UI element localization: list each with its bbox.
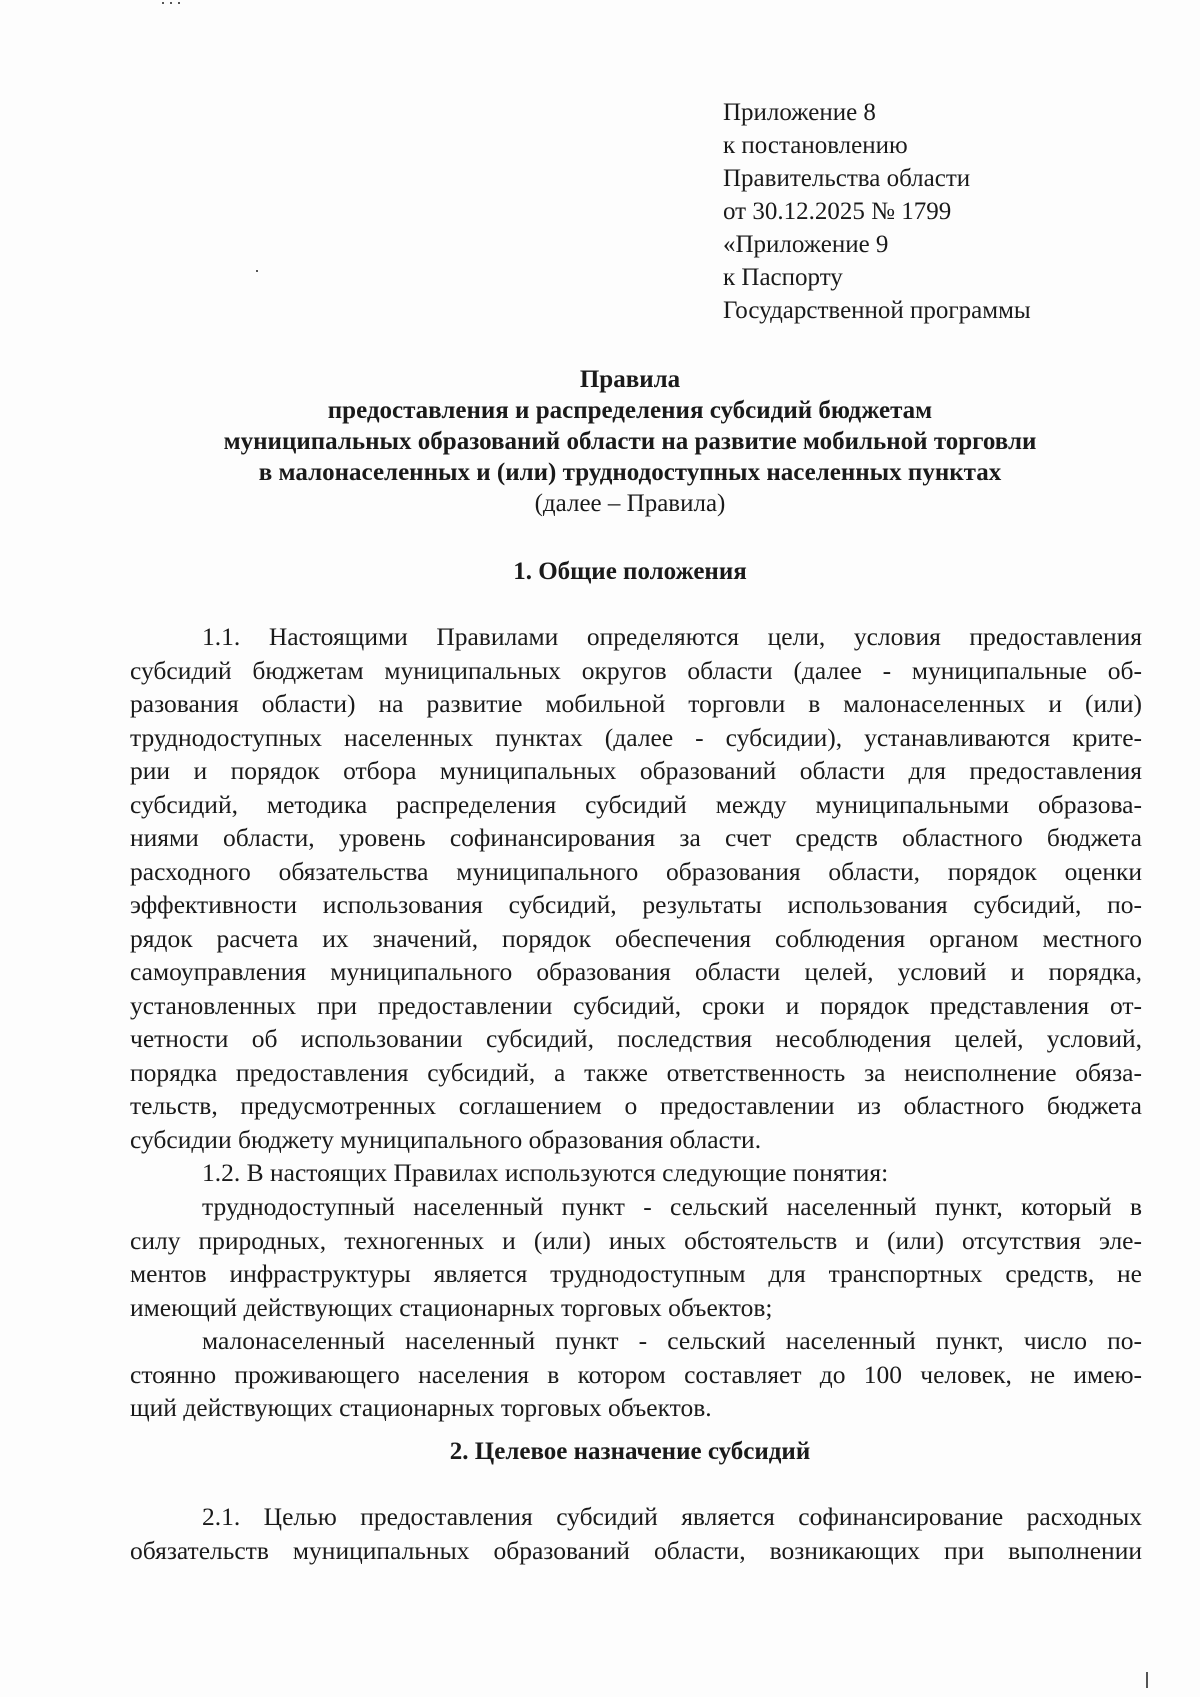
definition-sparsely-populated (130, 1324, 1142, 1425)
text-line: обязательств муниципальных образований области, возникающих при выполнении (130, 1535, 1142, 1565)
text-line: имеющий действующих стационарных торговых объектов; (130, 1292, 773, 1322)
title-note: (далее – Правила) (534, 490, 726, 517)
appendix-line: Приложение 8 (723, 99, 876, 126)
text-line: расходного обязательства муниципального образования области, порядок оценки (130, 856, 1142, 886)
text-line: субсидии бюджету муниципального образования области. (130, 1124, 762, 1154)
text-line: эффективности использования субсидий, результаты использования субсидий, по- (130, 890, 1142, 919)
text-line: четности об использовании субсидий, последствия несоблюдения целей, условий, (130, 1024, 1142, 1053)
appendix-line: «Приложение 9 (723, 231, 889, 258)
text-line: ментов инфраструктуры является труднодоступным для транспортных средств, не (130, 1259, 1142, 1288)
title-line: в малонаселенных и (или) труднодоступных населенных пунктах (258, 459, 1002, 486)
text-line: разования области) на развитие мобильной торговли в малонаселенных и (или) (130, 689, 1142, 718)
text-line: труднодоступных населенных пунктах (далее - субсидии), устанавливаются крите- (130, 722, 1142, 752)
document-title (130, 364, 1130, 519)
text-line: установленных при предоставлении субсидий, сроки и порядок представления от- (130, 990, 1142, 1020)
scan-speck (256, 270, 258, 272)
scan-speck (162, 2, 164, 4)
text-line: тельств, предусмотренных соглашением о предоставлении из областного бюджета (130, 1091, 1142, 1120)
scan-speck (170, 2, 172, 4)
text-line: субсидий, методика распределения субсидий между муниципальными образова- (130, 789, 1142, 819)
appendix-line: Государственной программы (723, 297, 1031, 324)
text-line: малонаселенный населенный пункт - сельский населенный пункт, число по- (202, 1326, 1142, 1355)
scan-speck (178, 2, 180, 4)
paragraph-1-1 (130, 620, 1142, 1190)
appendix-line: от 30.12.2025 № 1799 (723, 198, 952, 225)
title-line: предоставления и распределения субсидий бюджетам (327, 397, 933, 424)
section-1-heading: 1. Общие положения (513, 558, 747, 585)
text-line: 1.1. Настоящими Правилами определяются цели, условия предоставления (202, 622, 1142, 651)
section-2-heading: 2. Целевое назначение субсидий (449, 1438, 811, 1465)
appendix-line: Правительства области (723, 165, 971, 192)
text-line: труднодоступный населенный пункт - сельский населенный пункт, который в (202, 1192, 1142, 1221)
text-line: стоянно проживающего населения в котором составляет до 100 человек, не имею- (130, 1359, 1142, 1389)
text-line: рии и порядок отбора муниципальных образований области для предоставления (130, 756, 1142, 785)
text-line: 2.1. Целью предоставления субсидий является софинансирование расходных (202, 1502, 1142, 1531)
paragraph-1-2: 1.2. В настоящих Правилах используются следующие понятия: (202, 1158, 889, 1187)
appendix-line: к постановлению (723, 132, 908, 159)
title-word: Правила (579, 366, 681, 393)
paragraph-2-1 (130, 1500, 1142, 1567)
text-line: щий действующих стационарных торговых объектов. (130, 1393, 712, 1422)
text-line: силу природных, техногенных и (или) иных обстоятельств и (или) отсутствия эле- (130, 1225, 1142, 1255)
scan-speck (1146, 1672, 1148, 1688)
text-line: самоуправления муниципального образования области целей, условий и порядка, (130, 957, 1142, 986)
text-line: рядок расчета их значений, порядок обеспечения соблюдения органом местного (130, 923, 1142, 953)
appendix-line: к Паспорту (723, 264, 843, 291)
text-line: ниями области, уровень софинансирования за счет средств областного бюджета (130, 823, 1142, 852)
definition-hard-to-reach (130, 1190, 1142, 1324)
appendix-header (723, 96, 1143, 327)
text-line: порядка предоставления субсидий, а также ответственность за неисполнение обяза- (130, 1057, 1142, 1087)
title-line: муниципальных образований области на развитие мобильной торговли (223, 428, 1037, 455)
text-line: субсидий бюджетам муниципальных округов области (далее - муниципальные об- (130, 655, 1142, 685)
